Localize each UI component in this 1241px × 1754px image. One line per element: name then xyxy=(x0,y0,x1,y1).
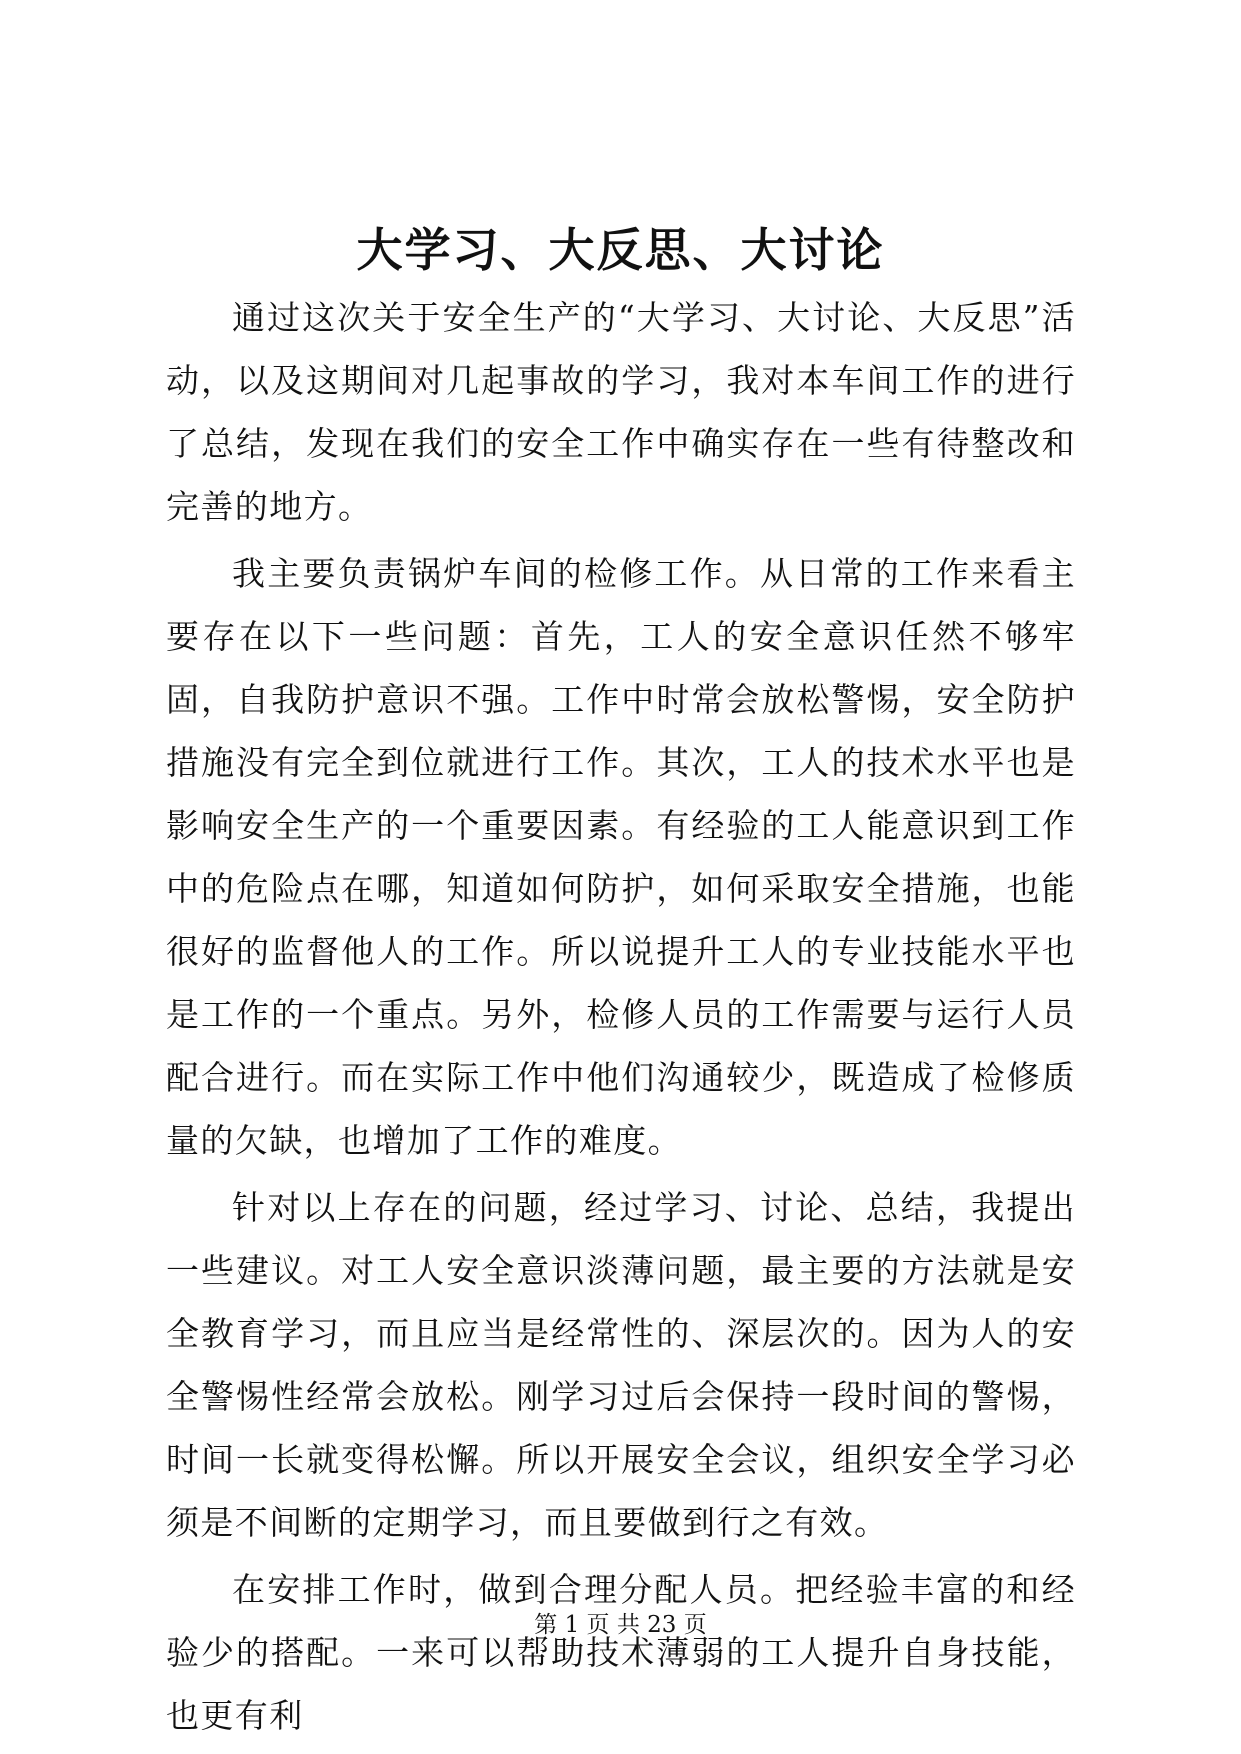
paragraph-4: 在安排工作时，做到合理分配人员。把经验丰富的和经验少的搭配。一来可以帮助技术薄弱的工人提升自身技能，也更有利 xyxy=(166,1570,1076,1735)
document-body xyxy=(166,286,1076,1747)
paragraph-3: 针对以上存在的问题，经过学习、讨论、总结，我提出一些建议。对工人安全意识淡薄问题，最主要的方法就是安全教育学习，而且应当是经常性的、深层次的。因为人的安全警惕性经常会放松。刚学习过后会保持一段时间的警惕，时间一长就变得松懈。所以开展安全会议，组织安全学习必须是不间断的定期学习，而且要做到行之有效。 xyxy=(166,1188,1076,1542)
page-number-footer: 第 1 页 共 23 页 xyxy=(534,1612,707,1638)
paragraph-2: 我主要负责锅炉车间的检修工作。从日常的工作来看主要存在以下一些问题：首先，工人的安全意识任然不够牢固，自我防护意识不强。工作中时常会放松警惕，安全防护措施没有完全到位就进行工作。其次，工人的技术水平也是影响安全生产的一个重要因素。有经验的工人能意识到工作中的危险点在哪，知道如何防护，如何采取安全措施，也能很好的监督他人的工作。所以说提升工人的专业技能水平也是工作的一个重点。另外，检修人员的工作需要与运行人员配合进行。而在实际工作中他们沟通较少，既造成了检修质量的欠缺，也增加了工作的难度。 xyxy=(166,554,1076,1160)
document-title: 大学习、大反思、大讨论 xyxy=(356,223,885,277)
paragraph-1: 通过这次关于安全生产的“大学习、大讨论、大反思”活动，以及这期间对几起事故的学习，我对本车间工作的进行了总结，发现在我们的安全工作中确实存在一些有待整改和完善的地方。 xyxy=(166,298,1076,526)
